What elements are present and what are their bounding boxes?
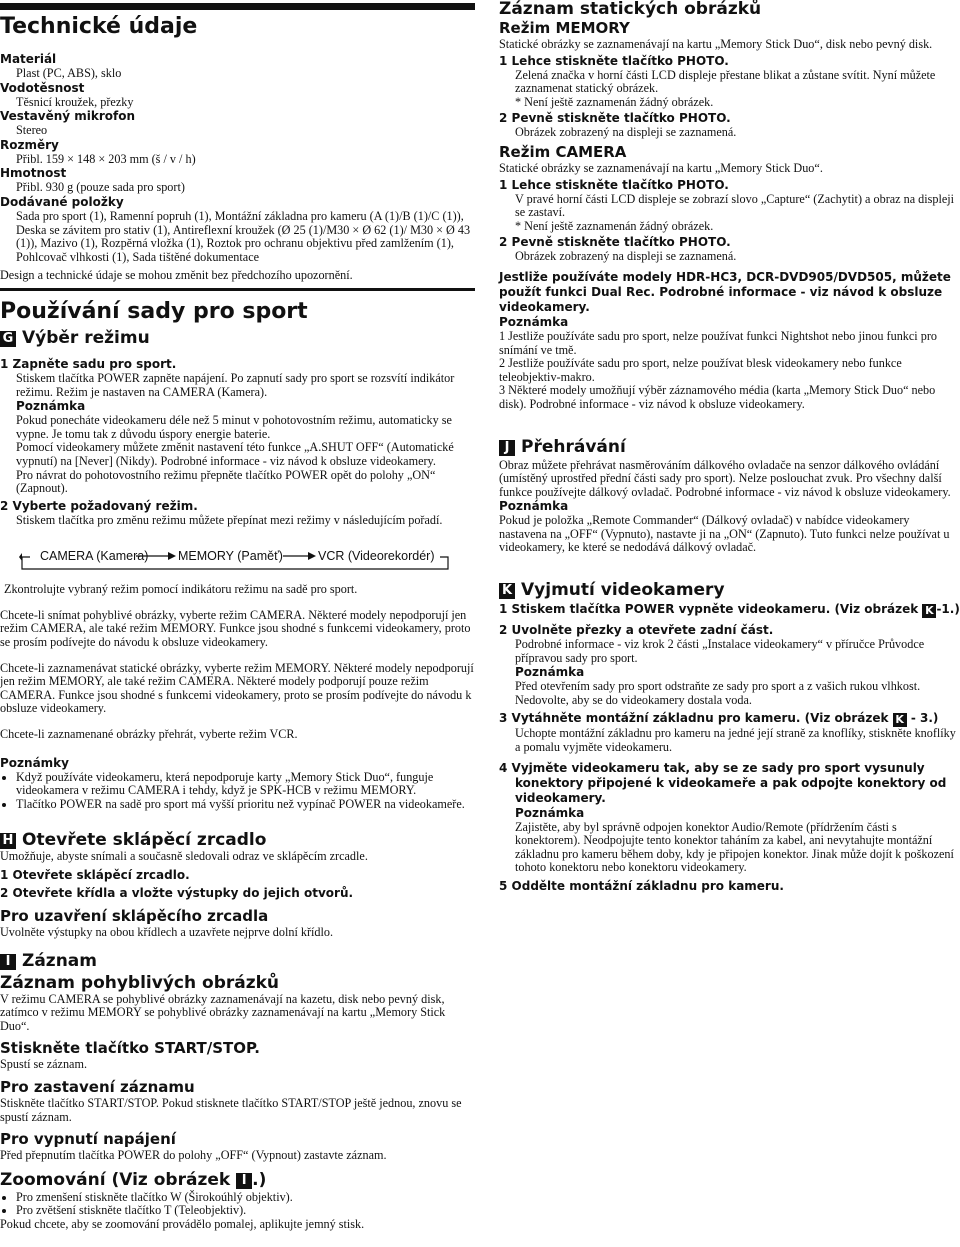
section-rule bbox=[0, 288, 475, 291]
title-rule bbox=[0, 3, 475, 10]
k-step1-suffix: -1.) bbox=[936, 602, 960, 617]
c-step2: 2 Pevně stiskněte tlačítko PHOTO. bbox=[499, 235, 731, 250]
still-note-2: 2 Jestliže používáte sadu pro sport, nelze používat blesk videokamery nebo funkce teleobjektiv-makro. bbox=[499, 356, 902, 384]
section-i-heading bbox=[0, 952, 475, 971]
m-step1-text: Zelená značka v horní části LCD displeje přestane blikat a zůstane svítit. Nyní můžete zaznamenat statický obrázek. bbox=[515, 67, 936, 96]
note-item: • Když používáte videokameru, která nepodporuje karty „Memory Stick Duo“, funguje videokamera v režimu CAMERA i tehdy, když je SPK-HCB v režimu MEMORY. bbox=[16, 771, 475, 798]
para-memory: Chcete-li zaznamenávat statické obrázky, vyberte režim MEMORY. Některé modely nepodporují jen režim MEMORY, ale také režim CAMERA. Některé modely podporují pouze režim CAMERA. Funkce jsou shodné s funkcemi videokamery, proto se prosím podívejte do návodu k obsluze videokamery. bbox=[0, 660, 474, 716]
notes-label: Poznámky bbox=[0, 755, 69, 770]
section-h-badge: H bbox=[0, 833, 16, 849]
dual-rec-info: Jestliže používáte modely HDR-HC3, DCR-DVD905/DVD505, můžete použít funkci Dual Rec. Podrobné informace - viz návod k obsluze videokamery. bbox=[499, 269, 951, 314]
spec-value-weight: Přibl. 930 g (pouze sada pro sport) bbox=[16, 180, 185, 195]
para-vcr: Chcete-li zaznamenané obrázky přehrát, vyberte režim VCR. bbox=[0, 727, 298, 742]
still-note-label: Poznámka bbox=[499, 314, 569, 329]
zoom-heading bbox=[0, 1171, 475, 1190]
spec-value-dimensions: Přibl. 159 × 148 × 203 mm (š / v / h) bbox=[16, 151, 196, 166]
zoom-list bbox=[0, 1191, 475, 1218]
spec-value-material: Plast (PC, ABS), sklo bbox=[16, 66, 122, 80]
k-step4-note-label: Poznámka bbox=[515, 805, 585, 820]
section-k-badge: K bbox=[499, 583, 515, 599]
g-step1-text: Stiskem tlačítka POWER zapněte napájení. Po zapnutí sady pro sport se rozsvítí indikátor režimu. Režim je nastaven na CAMERA (Kamera). bbox=[16, 370, 455, 399]
section-i-badge: I bbox=[0, 954, 16, 970]
g-step1: 1 Zapněte sadu pro sport. bbox=[0, 356, 177, 371]
note-item: • Tlačítko POWER na sadě pro sport má vyšší prioritu než vypínač POWER na videokameře. bbox=[16, 798, 475, 812]
zoom-title-b: .) bbox=[252, 1169, 267, 1190]
spec-label-weight: Hmotnost bbox=[0, 166, 67, 181]
zoom-item: • Pro zvětšení stiskněte tlačítko T (Teleobjektiv). bbox=[16, 1204, 475, 1218]
mode-memory: MEMORY (Paměť) bbox=[178, 549, 283, 564]
h-close-text: Uvolněte výstupky na obou křídlech a uzavřete nejprve dolní křídlo. bbox=[0, 925, 334, 939]
h-text: Umožňuje, abyste snímali a současně sledovali odraz ve sklápěcím zrcadle. bbox=[0, 849, 368, 864]
k-step1-badge: K bbox=[922, 604, 936, 618]
section-k-title: Vyjmutí videokamery bbox=[521, 580, 725, 601]
spec-value-waterproof: Těsnicí kroužek, přezky bbox=[16, 94, 134, 109]
j-note-label: Poznámka bbox=[499, 499, 569, 514]
still-title: Záznam statických obrázků bbox=[499, 0, 762, 19]
zoom-badge: I bbox=[236, 1173, 252, 1189]
k-step1-text: 1 Stiskem tlačítka POWER vypněte videokameru. (Viz obrázek bbox=[499, 602, 919, 617]
k-step1 bbox=[499, 602, 960, 618]
g-note-text-2: Pomocí videokamery můžete změnit nastavení této funkce „A.SHUT OFF“ (Automatické vypnutí) na [Never] (Nikdy). Podrobné informace - viz návod k obsluze videokamery. bbox=[16, 440, 454, 468]
k-step3-text-body: Uchopte montážní základnu pro kameru na jedné její straně za knoflíky, stiskněte knoflíky a pomalu vyjměte videokameru. bbox=[515, 726, 956, 755]
g-note-label: Poznámka bbox=[16, 399, 86, 414]
spec-value-microphone: Stereo bbox=[16, 123, 48, 138]
camera-mode-title: Režim CAMERA bbox=[499, 142, 627, 161]
section-i-title: Záznam bbox=[22, 950, 97, 971]
c-step2-text: Obrázek zobrazený na displeji se zaznamená. bbox=[515, 249, 737, 264]
mode-camera: CAMERA (Kamera) bbox=[40, 549, 149, 564]
stoprec-title: Pro zastavení záznamu bbox=[0, 1077, 195, 1096]
spec-list bbox=[0, 52, 475, 264]
startstop-text: Spustí se záznam. bbox=[0, 1057, 87, 1072]
notes-list bbox=[0, 771, 475, 812]
section-h-heading bbox=[0, 831, 475, 850]
h-step2: 2 Otevřete křídla a vložte výstupky do jejich otvorů. bbox=[0, 886, 354, 900]
spec-label-dimensions: Rozměry bbox=[0, 137, 59, 152]
k-step2-text: Podrobné informace - viz krok 2 části „Instalace videokamery“ v příručce Průvodce přípravou sady pro sport. bbox=[515, 637, 925, 665]
k-step2: 2 Uvolněte přezky a otevřete zadní část. bbox=[499, 623, 774, 638]
k-step3-suffix: - 3.) bbox=[906, 711, 939, 726]
g-note-text-3: Pro návrat do pohotovostního režimu přepněte tlačítko POWER opět do polohy „ON“ (Zapnout). bbox=[16, 467, 436, 496]
section-g-title: Výběr režimu bbox=[22, 327, 150, 348]
j-note-text: Pokud je položka „Remote Commander“ (Dálkový ovladač) v nabídce videokamery nastavena na „OFF“ (Vypnuto), nastavte ji na „ON“ (Zapnuto). Tuto funkci nelze používat u videokamery, ke které se nedodává dálkový ovladač. bbox=[499, 513, 950, 555]
section-k-heading bbox=[499, 581, 960, 600]
memory-mode-text: Statické obrázky se zaznamenávají na kartu „Memory Stick Duo“, disk nebo pevný disk. bbox=[499, 37, 933, 51]
k-step2-note-label: Poznámka bbox=[515, 665, 585, 680]
section-h-title: Otevřete sklápěcí zrcadlo bbox=[22, 830, 267, 851]
spec-label-microphone: Vestavěný mikrofon bbox=[0, 109, 136, 124]
section-j-heading bbox=[499, 438, 960, 457]
j-text: Obraz můžete přehrávat nasměrováním dálkového ovladače na senzor dálkového ovládání (umístěný uprostřed přední části sady pro sport). Nelze poslouchat zvuk. Pro všechny další funkce používejte dálkový ovladač. Podrobné informace - viz návod k obsluze videokamery. bbox=[499, 457, 951, 499]
i-subtitle: Záznam pohyblivých obrázků bbox=[0, 972, 280, 993]
using-title: Používání sady pro sport bbox=[0, 298, 308, 324]
m-step2-text: Obrázek zobrazený na displeji se zaznamená. bbox=[515, 125, 737, 140]
still-note-1: 1 Jestliže používáte sadu pro sport, nelze používat funkci Nightshot nebo jinou funkci pro snímání ve tmě. bbox=[499, 328, 937, 357]
section-g-badge: G bbox=[0, 331, 16, 347]
section-j-title: Přehrávání bbox=[521, 436, 626, 457]
spec-label-material: Materiál bbox=[0, 52, 57, 66]
k-step3-badge: K bbox=[893, 713, 907, 727]
section-j-badge: J bbox=[499, 440, 515, 456]
check-mode-text: Zkontrolujte vybraný režim pomocí indikátoru režimu na sadě pro sport. bbox=[4, 582, 358, 597]
c-step1: 1 Lehce stiskněte tlačítko PHOTO. bbox=[499, 177, 729, 192]
k-step4-note-text: Zajistěte, aby byl správně odpojen konektor Audio/Remote (přídržením části s konektorem). Neodpojujte tento konektor taháním za kabel, ani nevytahujte montážní základnu pro kameru během doby, kdy je připojen konektor. Jinak může dojít k poškození tohoto konektoru nebo konektoru videokamery. bbox=[515, 819, 954, 875]
h-close-title: Pro uzavření sklápěcího zrcadla bbox=[0, 907, 269, 925]
mode-cycle-diagram bbox=[0, 535, 475, 575]
camera-mode-text: Statické obrázky se zaznamenávají na kartu „Memory Stick Duo“. bbox=[499, 160, 823, 175]
zoom-title-a: Zoomování (Viz obrázek bbox=[0, 1169, 231, 1190]
spec-value-supplied: Sada pro sport (1), Ramenní popruh (1), Montážní základna pro kameru (A (1)/B (1)/C (1)), Deska se závitem pro stativ (1), Antireflexní kroužek (Ø 25 (1)/M30 × Ø 62 (1)/ M30 × Ø 43 (1)), Mazivo (1), Rozpěrná vložka (1), Roztok pro ochranu objektivu před zamlžením (1), Pohlcovač vlhkosti (1), Sada tištěné dokumentace bbox=[16, 208, 471, 264]
k-step5: 5 Oddělte montážní základnu pro kameru. bbox=[499, 879, 784, 893]
still-note-3: 3 Některé modely umožňují výběr záznamového média (karta „Memory Stick Duo“ nebo disk). Podrobné informace - viz návod k obsluze videokamery. bbox=[499, 383, 936, 411]
k-step3 bbox=[499, 711, 960, 727]
g-note-text-1: Pokud ponecháte videokameru déle než 5 minut v pohotovostním režimu, automaticky se vypne. Je tomu tak z důvodu úspory energie baterie. bbox=[16, 413, 452, 441]
i-text: V režimu CAMERA se pohyblivé obrázky zaznamenávají na kazetu, disk nebo pevný disk, zatímco v režimu MEMORY se pohyblivé obrázky zaznamenávají na kartu „Memory Stick Duo“. bbox=[0, 991, 446, 1033]
spec-label-waterproof: Vodotěsnost bbox=[0, 80, 85, 95]
c-step1-note: * Není ještě zaznamenán žádný obrázek. bbox=[515, 218, 714, 233]
memory-mode-title: Režim MEMORY bbox=[499, 19, 630, 37]
spec-label-supplied: Dodávané položky bbox=[0, 194, 124, 209]
m-step1-note: * Není ještě zaznamenán žádný obrázek. bbox=[515, 94, 714, 109]
mode-vcr: VCR (Videorekordér) bbox=[318, 549, 435, 564]
left-column bbox=[0, 0, 475, 1232]
right-column bbox=[499, 0, 960, 894]
zoom-text: Pokud chcete, aby se zoomování provádělo pomalej, aplikujte jemný stisk. bbox=[0, 1216, 365, 1231]
design-note: Design a technické údaje se mohou změnit bez předchozího upozornění. bbox=[0, 268, 353, 283]
poweroff-text: Před přepnutím tlačítka POWER do polohy „OFF“ (Vypnout) zastavte záznam. bbox=[0, 1148, 387, 1163]
para-camera: Chcete-li snímat pohyblivé obrázky, vyberte režim CAMERA. Některé modely nepodporují jen režim CAMERA, ale také režim MEMORY. Funkce jsou shodné s funkcemi videokamery, proto se prosím podívejte do návodu k obsluze videokamery. bbox=[0, 607, 471, 650]
c-step1-text: V pravé horní části LCD displeje se zobrazí slovo „Capture“ (Zachytit) a obraz na displeji se zastaví. bbox=[515, 191, 955, 220]
k-step2-note-text: Před otevřením sady pro sport odstraňte ze sady pro sport a z vašich rukou vlhkost. Nedovolte, aby se do videokamery dostala voda. bbox=[515, 679, 921, 707]
technical-data-title: Technické údaje bbox=[0, 14, 198, 39]
startstop-title: Stiskněte tlačítko START/STOP. bbox=[0, 1039, 260, 1058]
section-g-heading bbox=[0, 329, 475, 348]
m-step2: 2 Pevně stiskněte tlačítko PHOTO. bbox=[499, 111, 731, 126]
g-step2-text: Stiskem tlačítka pro změnu režimu můžete přepínat mezi režimy v následujícím pořadí. bbox=[16, 512, 443, 527]
m-step1: 1 Lehce stiskněte tlačítko PHOTO. bbox=[499, 53, 729, 68]
g-step2: 2 Vyberte požadovaný režim. bbox=[0, 498, 198, 513]
poweroff-title: Pro vypnutí napájení bbox=[0, 1130, 176, 1149]
stoprec-text: Stiskněte tlačítko START/STOP. Pokud stisknete tlačítko START/STOP ještě jednou, znovu se spustí záznam. bbox=[0, 1095, 462, 1124]
k-step3-text: 3 Vytáhněte montážní základnu pro kameru. (Viz obrázek bbox=[499, 711, 889, 726]
zoom-item: • Pro zmenšení stiskněte tlačítko W (Širokoúhlý objektiv). bbox=[16, 1191, 475, 1205]
h-step1: 1 Otevřete sklápěcí zrcadlo. bbox=[0, 868, 190, 882]
k-step4: 4 Vyjměte videokameru tak, aby se ze sady pro sport vysunuly konektory připojené k videokameře a pak odpojte konektory od videokamery. bbox=[499, 760, 947, 805]
